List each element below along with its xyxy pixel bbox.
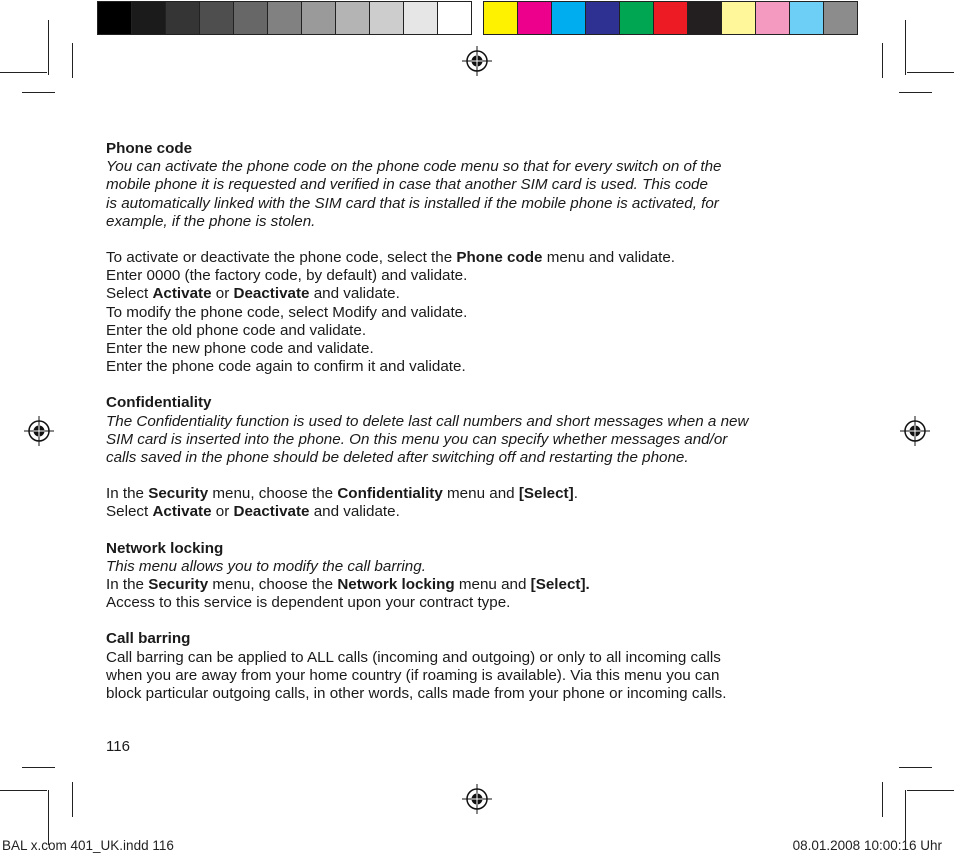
- crop-mark: [899, 767, 932, 768]
- text-run: Select: [106, 285, 153, 303]
- call-barring-line: Call barring can be applied to ALL calls (incoming and outgoing) or only to all incoming calls: [106, 648, 721, 666]
- option-name: Deactivate: [233, 503, 310, 521]
- text-run: menu, choose the: [208, 576, 338, 594]
- crop-mark: [48, 790, 49, 845]
- gray-swatch-4: [233, 1, 267, 35]
- page-content: [106, 140, 846, 703]
- gray-swatch-9: [403, 1, 437, 35]
- gray-swatch-6: [301, 1, 335, 35]
- option-name: Deactivate: [233, 285, 310, 303]
- crop-mark: [0, 72, 47, 73]
- phone-code-step: To modify the phone code, select Modify and validate.: [106, 303, 468, 321]
- grayscale-color-bar: [97, 1, 472, 37]
- phone-code-intro-line: example, if the phone is stolen.: [106, 212, 316, 230]
- gray-swatch-8: [369, 1, 403, 35]
- menu-name: Network locking: [337, 576, 455, 594]
- process-swatch-1: [517, 1, 551, 35]
- gray-swatch-3: [199, 1, 233, 35]
- section-title-phone-code: Phone code: [106, 140, 193, 157]
- confidentiality-intro-line: SIM card is inserted into the phone. On this menu you can specify whether messages and/or: [106, 430, 728, 448]
- crop-mark: [72, 43, 73, 78]
- crop-mark: [899, 92, 932, 93]
- registration-mark-icon: [462, 784, 492, 814]
- process-color-bar: [483, 1, 858, 37]
- menu-name: Phone code: [456, 249, 543, 267]
- gray-swatch-2: [165, 1, 199, 35]
- crop-mark: [905, 790, 906, 845]
- crop-mark: [48, 20, 49, 75]
- phone-code-step: Enter the new phone code and validate.: [106, 340, 374, 358]
- section-title-confidentiality: Confidentiality: [106, 394, 212, 412]
- text-run: To activate or deactivate the phone code, select the: [106, 249, 457, 267]
- section-title-network-locking: Network locking: [106, 539, 224, 557]
- process-swatch-0: [483, 1, 517, 35]
- process-swatch-3: [585, 1, 619, 35]
- option-name: Activate: [152, 285, 212, 303]
- process-swatch-8: [755, 1, 789, 35]
- page-number: 116: [106, 738, 130, 755]
- text-run: In the: [106, 485, 149, 503]
- phone-code-step: Enter 0000 (the factory code, by default) and validate.: [106, 267, 468, 285]
- crop-mark: [905, 20, 906, 75]
- phone-code-step: [106, 249, 846, 267]
- call-barring-line: when you are away from your home country (if roaming is available). Via this menu you can: [106, 666, 720, 684]
- menu-name: Confidentiality: [337, 485, 443, 503]
- gray-swatch-10: [437, 1, 472, 35]
- text-run: In the: [106, 576, 149, 594]
- softkey-name: [Select].: [530, 576, 590, 594]
- process-swatch-7: [721, 1, 755, 35]
- process-swatch-5: [653, 1, 687, 35]
- phone-code-step: [106, 285, 846, 303]
- crop-mark: [882, 782, 883, 817]
- crop-mark: [907, 790, 954, 791]
- text-run: menu, choose the: [208, 485, 338, 503]
- phone-code-intro-line: is automatically linked with the SIM card that is installed if the mobile phone is activated, for: [106, 194, 719, 212]
- section-title-call-barring: Call barring: [106, 630, 191, 648]
- confidentiality-intro-line: calls saved in the phone should be deleted after switching off and restarting the phone.: [106, 449, 689, 467]
- gray-swatch-5: [267, 1, 301, 35]
- confidentiality-step: [106, 485, 846, 503]
- crop-mark: [22, 92, 55, 93]
- softkey-name: [Select]: [518, 485, 574, 503]
- slug-file-info: BAL x.com 401_UK.indd 116: [2, 838, 174, 853]
- network-locking-intro: This menu allows you to modify the call barring.: [106, 557, 426, 575]
- slug-date-info: 08.01.2008 10:00:16 Uhr: [792, 838, 942, 853]
- process-swatch-4: [619, 1, 653, 35]
- network-locking-step: [106, 576, 846, 594]
- phone-code-step: Enter the phone code again to confirm it and validate.: [106, 358, 466, 376]
- phone-code-intro-line: mobile phone it is requested and verified in case that another SIM card is used. This code: [106, 176, 708, 194]
- registration-mark-icon: [462, 46, 492, 76]
- phone-code-intro-line: You can activate the phone code on the phone code menu so that for every switch on of the: [106, 158, 722, 176]
- text-run: or: [211, 503, 234, 521]
- menu-name: Security: [148, 485, 209, 503]
- confidentiality-intro-line: The Confidentiality function is used to delete last call numbers and short messages when a new: [106, 412, 749, 430]
- crop-mark: [22, 767, 55, 768]
- network-locking-step: Access to this service is dependent upon your contract type.: [106, 594, 511, 612]
- menu-name: Security: [148, 576, 209, 594]
- text-run: and validate.: [309, 503, 400, 521]
- text-run: and validate.: [309, 285, 400, 303]
- text-run: Select: [106, 503, 153, 521]
- process-swatch-6: [687, 1, 721, 35]
- registration-mark-icon: [24, 416, 54, 446]
- process-swatch-9: [789, 1, 823, 35]
- gray-swatch-1: [131, 1, 165, 35]
- phone-code-step: Enter the old phone code and validate.: [106, 321, 367, 339]
- registration-mark-icon: [900, 416, 930, 446]
- text-run: menu and validate.: [542, 249, 676, 267]
- text-run: .: [573, 485, 578, 503]
- text-run: menu and: [442, 485, 519, 503]
- crop-mark: [882, 43, 883, 78]
- crop-mark: [907, 72, 954, 73]
- gray-swatch-0: [97, 1, 131, 35]
- option-name: Activate: [152, 503, 212, 521]
- crop-mark: [72, 782, 73, 817]
- call-barring-line: block particular outgoing calls, in other words, calls made from your phone or incoming calls.: [106, 685, 727, 703]
- crop-mark: [0, 790, 47, 791]
- text-run: or: [211, 285, 234, 303]
- process-swatch-10: [823, 1, 858, 35]
- text-run: menu and: [454, 576, 531, 594]
- process-swatch-2: [551, 1, 585, 35]
- confidentiality-step: [106, 503, 846, 521]
- gray-swatch-7: [335, 1, 369, 35]
